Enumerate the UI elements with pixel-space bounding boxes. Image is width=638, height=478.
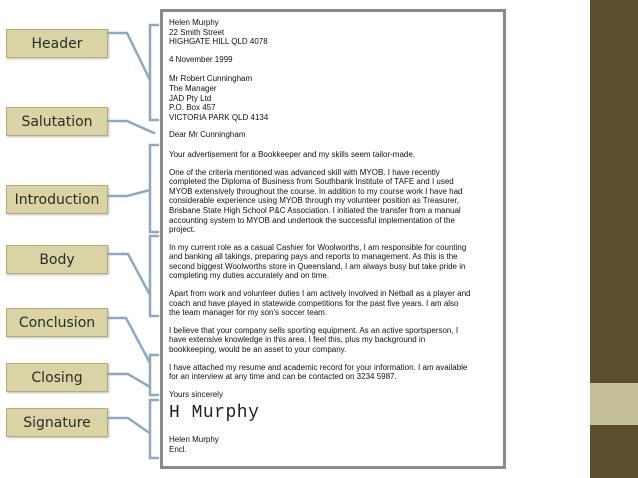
label-signature: Signature	[6, 408, 108, 437]
label-conclusion: Conclusion	[6, 308, 108, 337]
connector-introduction	[108, 190, 150, 196]
salutation-line: Dear Mr Cunningham	[169, 130, 246, 140]
letter-date: 4 November 1999	[169, 54, 233, 64]
sender-address: Helen Murphy 22 Smith Street HIGHGATE HILL QLD 4078	[169, 18, 268, 47]
introduction-paragraph-1: Your advertisement for a Bookkeeper and my skills seem tailor-made.	[169, 149, 416, 159]
closing-paragraph: I have attached my resume and academic record for your information. I am available for an interview at any time and can be contacted on 3234 5987.	[169, 362, 468, 382]
cover-letter	[160, 9, 506, 469]
conclusion-paragraph: I believe that your company sells sporting equipment. As an active sportsperson, I have extensive knowledge in this area. I feel this, plus my background in bookkeeping, would be an asset to your company.	[169, 325, 459, 355]
label-header: Header	[6, 29, 108, 58]
connector-conclusion	[108, 318, 150, 363]
bracket-header	[150, 25, 158, 120]
connector-signature	[108, 418, 148, 432]
bracket-body	[150, 236, 158, 316]
label-introduction: Introduction	[6, 185, 108, 214]
introduction-paragraph-2: One of the criteria mentioned was advanced skill with MYOB. I have recently completed the Diploma of Business from Southbank Institute of TAFE and I used MYOB extensively throughout the course. In addition to my course work I have had considerable experience using MYOB through my volunteer position as Treasurer, Brisbane State High School P&C Association. I initiated the transfer from a manual accounting system to MYOB and undertook the successful implementation of the project.	[169, 167, 463, 235]
connector-salutation	[108, 121, 154, 133]
bracket-closing	[150, 355, 158, 395]
connector-closing	[108, 374, 150, 387]
label-body: Body	[6, 245, 108, 274]
handwritten-signature: H Murphy	[169, 403, 260, 424]
bracket-introduction	[150, 145, 158, 232]
connector-body	[108, 254, 150, 295]
connector-header	[108, 33, 150, 80]
closing-valediction: Yours sincerely	[169, 389, 223, 399]
body-paragraph-2: Apart from work and volunteer duties I am actively involved in Netball as a player and coach and have played in statewide competitions for the past five years. I am also the team manager for my son's soccer team.	[169, 289, 471, 318]
label-closing: Closing	[6, 363, 108, 392]
signature-name-block: Helen Murphy Encl.	[169, 435, 219, 454]
bracket-signature	[150, 400, 158, 458]
body-paragraph-1: In my current role as a casual Cashier for Woolworths, I am responsible for counting and banking all takings, preparing pays and reports to management. As this is the second biggest Woolworths store in Queensland, I am always busy but take pride in completing my duties accurately and on time.	[169, 242, 467, 281]
recipient-address: Mr Robert Cunningham The Manager JAD Pty Ltd P.O. Box 457 VICTORIA PARK QLD 4134	[169, 74, 269, 122]
label-salutation: Salutation	[6, 107, 108, 136]
